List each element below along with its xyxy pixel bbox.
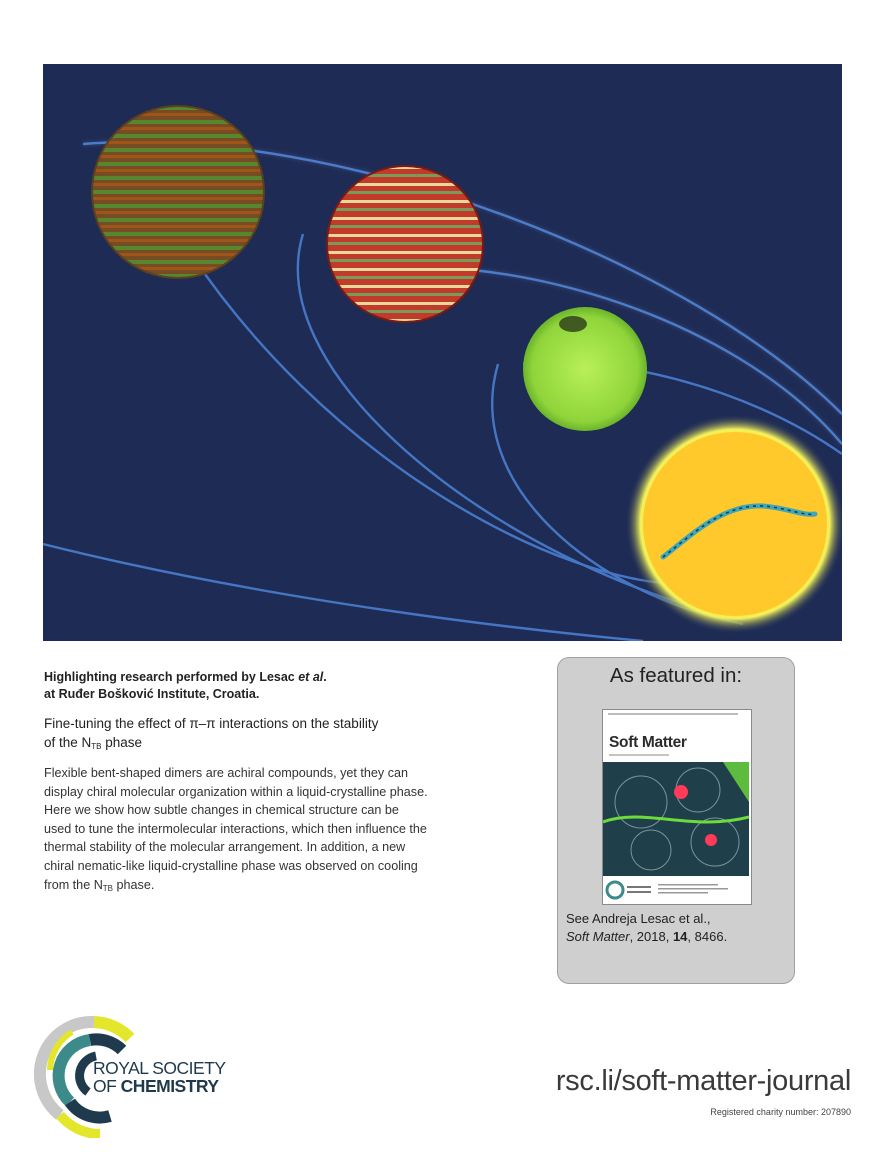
citation bbox=[566, 910, 727, 946]
citation-authors: See Andreja Lesac et al., bbox=[566, 911, 711, 926]
title-part2-prefix: of the N bbox=[44, 735, 92, 750]
featured-box bbox=[557, 657, 795, 984]
title-subscript: TB bbox=[91, 742, 102, 751]
planet-1 bbox=[92, 106, 264, 278]
abstract-end: phase. bbox=[113, 877, 155, 892]
highlight-credit bbox=[44, 669, 514, 703]
journal-cover-thumbnail[interactable] bbox=[602, 709, 752, 905]
journal-url[interactable]: rsc.li/soft-matter-journal bbox=[555, 1065, 851, 1097]
cover-subtitle-line bbox=[609, 754, 669, 756]
citation-journal: Soft Matter bbox=[566, 929, 630, 944]
logo-line1: ROYAL SOCIETY bbox=[93, 1058, 226, 1078]
article-title bbox=[44, 714, 444, 756]
citation-volume: 14 bbox=[672, 929, 688, 944]
citation-year: , 2018, bbox=[629, 929, 673, 944]
logo-line2-prefix: OF bbox=[93, 1075, 121, 1096]
highlight-suffix: . bbox=[323, 670, 327, 684]
title-part1: Fine-tuning the effect of π–π interactions on the stability bbox=[44, 716, 379, 731]
planet-2 bbox=[327, 166, 483, 322]
rsc-logo-text bbox=[93, 1060, 226, 1095]
highlight-line1: Highlighting research performed by Lesac bbox=[44, 670, 299, 684]
highlight-line2: at Ruđer Bošković Institute, Croatia. bbox=[44, 687, 260, 701]
cover-illustration bbox=[43, 64, 842, 641]
citation-pages: , 8466. bbox=[687, 929, 728, 944]
cover-header-line bbox=[608, 713, 738, 715]
charity-number: Registered charity number: 207890 bbox=[710, 1107, 851, 1117]
planet-3 bbox=[523, 307, 647, 431]
sun bbox=[625, 414, 842, 634]
abstract-text: Flexible bent-shaped dimers are achiral compounds, yet they can display chiral molecular organization within a liquid-crystalline phase. Here we show how subtle changes in chemical structure can be used to tune the intermolecular interactions, which then influence the thermal stability of the molecular arrangement. In addition, a new chiral nematic-like liquid-crystalline phase was observed on cooling from the N bbox=[44, 766, 428, 892]
abstract-subscript: TB bbox=[102, 883, 114, 893]
cover-journal-title: Soft Matter bbox=[609, 734, 687, 751]
title-part2-suffix: phase bbox=[101, 735, 143, 750]
cover-art bbox=[603, 762, 749, 876]
featured-heading: As featured in: bbox=[609, 664, 743, 687]
highlight-etal: et al bbox=[298, 670, 324, 684]
cover-footer bbox=[603, 876, 749, 904]
abstract bbox=[44, 764, 429, 898]
logo-line2-bold: CHEMISTRY bbox=[120, 1075, 219, 1096]
